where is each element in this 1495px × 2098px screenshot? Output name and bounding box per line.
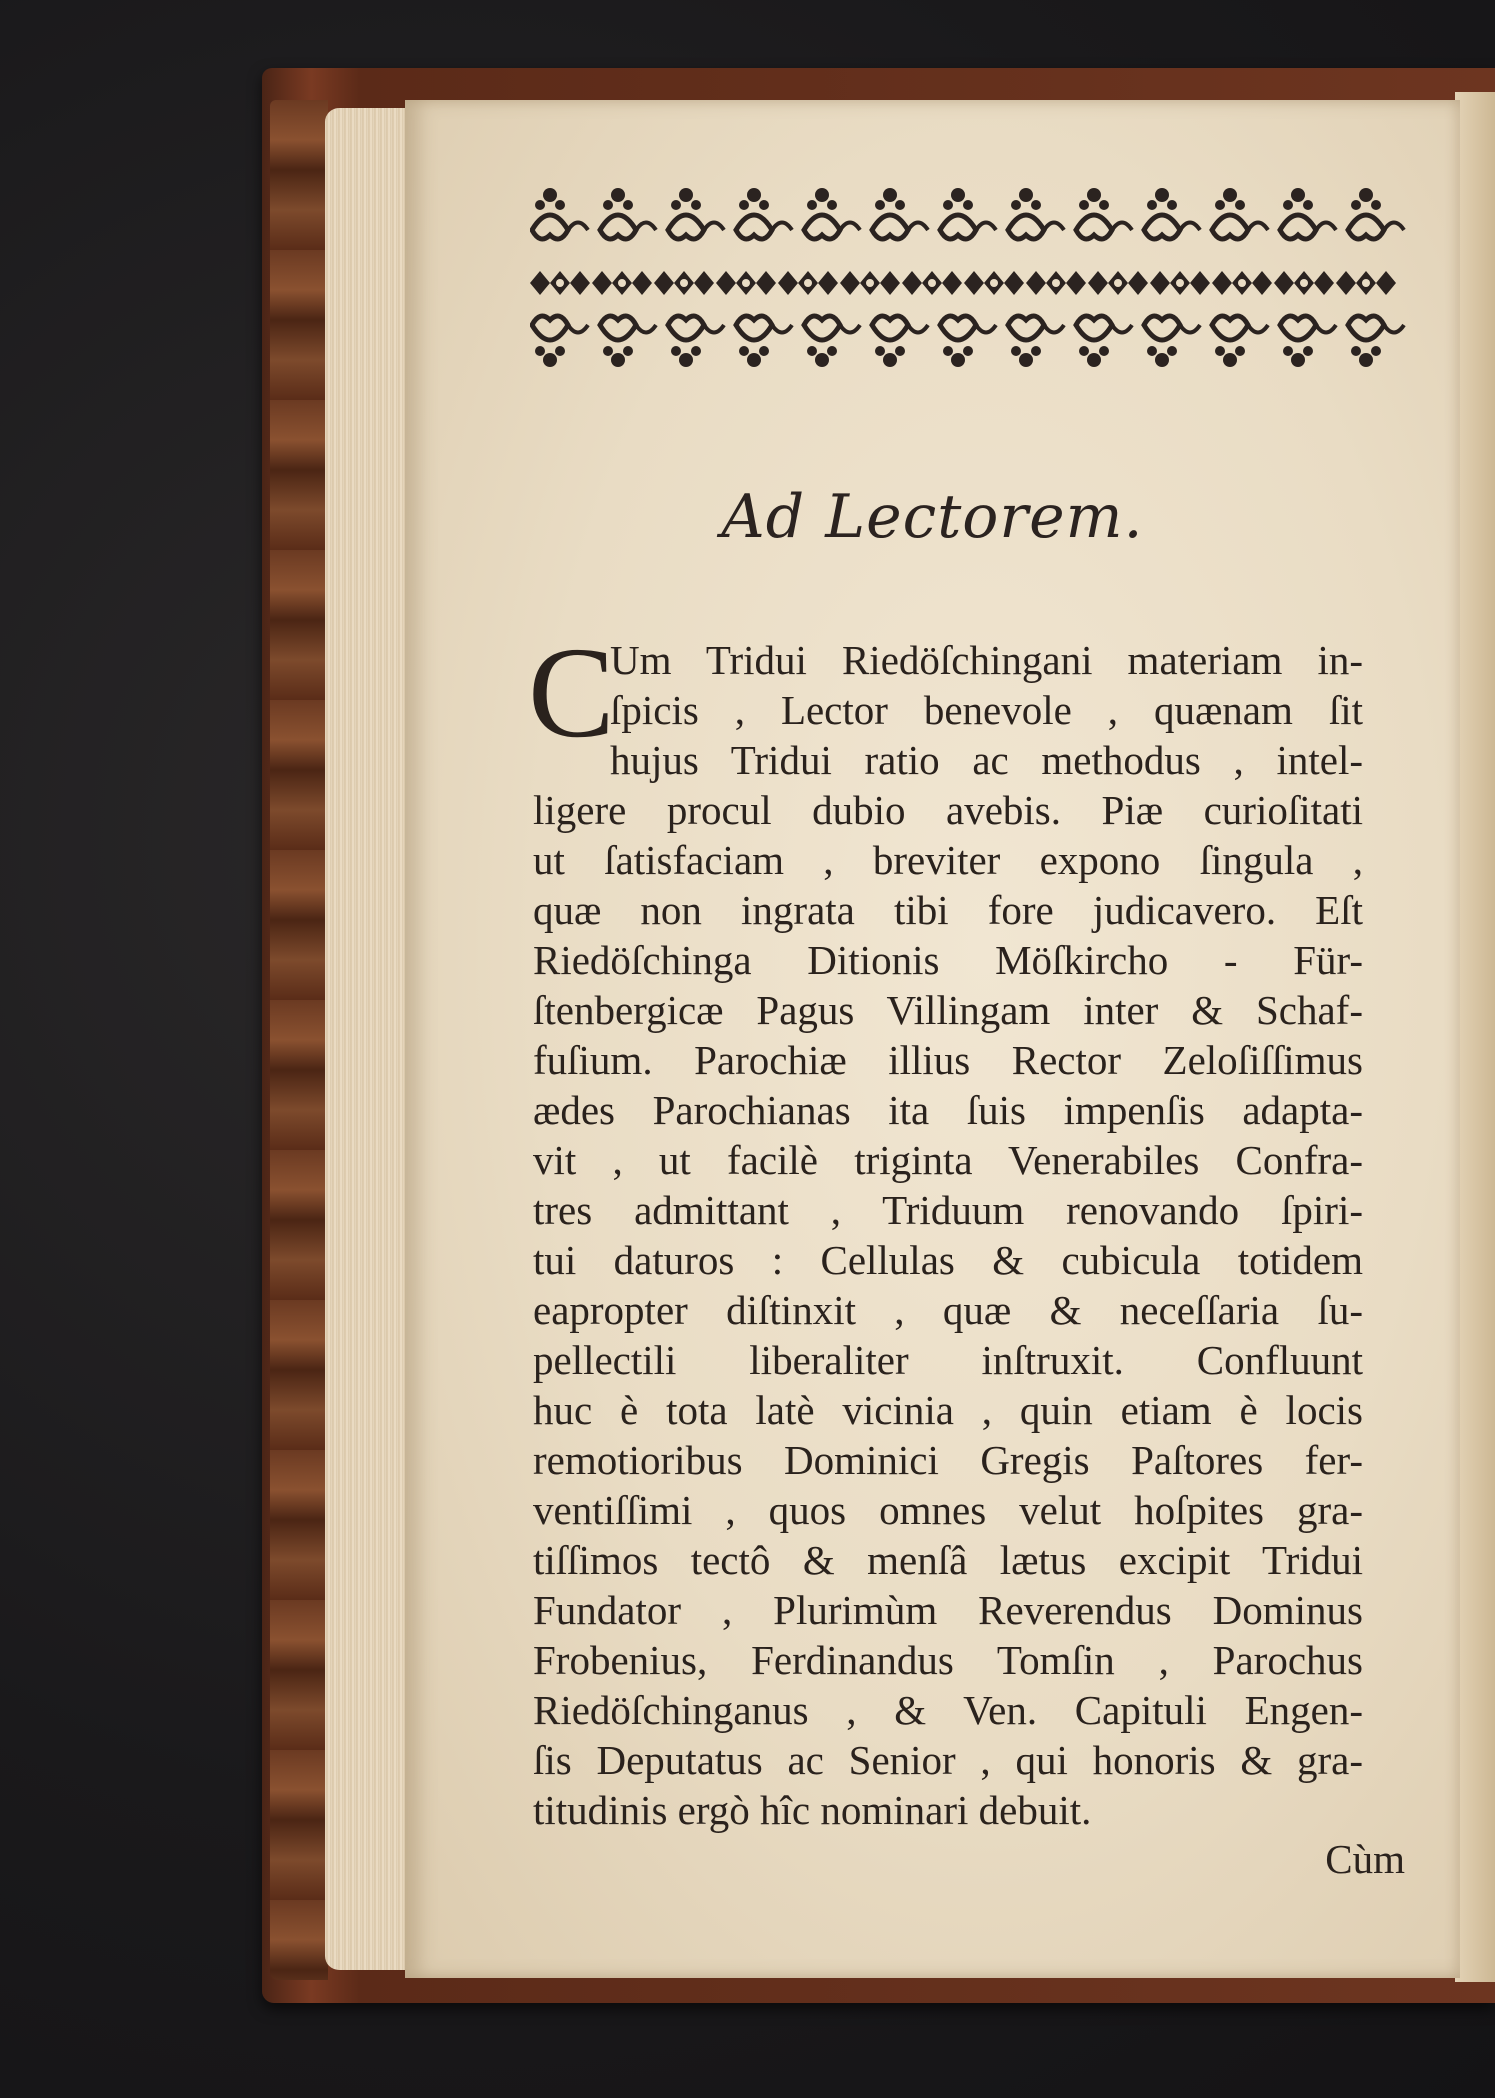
book-binding (270, 100, 328, 1980)
text-line: titudinis ergò hîc nominari debuit. (533, 1787, 1092, 1833)
text-line: hujus Tridui ratio ac methodus , intel- (610, 737, 1363, 783)
text-line: Fundator , Plurimùm Reverendus Dominus (533, 1587, 1363, 1633)
text-line: pellectili liberaliter inſtruxit. Confluunt (533, 1337, 1363, 1383)
text-line: tres admittant , Triduum renovando ſpiri- (533, 1187, 1363, 1233)
text-line: tiſſimos tectô & menſâ lætus excipit Tridui (533, 1537, 1363, 1583)
text-line: Riedöſchinganus , & Ven. Capituli Engen- (533, 1687, 1363, 1733)
text-line: fuſium. Parochiæ illius Rector Zeloſiſſimus (533, 1037, 1363, 1083)
text-line: ſtenbergicæ Pagus Villingam inter & Schaf- (533, 987, 1363, 1033)
text-line: Um Tridui Riedöſchingani materiam in- (610, 637, 1363, 683)
text-line: remotioribus Dominici Gregis Paſtores fer- (533, 1437, 1363, 1483)
text-line: vit , ut facilè triginta Venerabiles Confra- (533, 1137, 1363, 1183)
text-line: ſis Deputatus ac Senior , qui honoris & gra- (533, 1737, 1363, 1783)
page-title: Ad Lectorem. (721, 482, 1144, 552)
catchword: Cùm (1325, 1836, 1405, 1882)
text-line: Riedöſchinga Ditionis Möſkircho - Für- (533, 937, 1363, 983)
text-line: huc è tota latè vicinia , quin etiam è locis (533, 1387, 1363, 1433)
text-line: ligere procul dubio avebis. Piæ curioſitati (533, 787, 1363, 833)
text-line: ventiſſimi , quos omnes velut hoſpites gra- (533, 1487, 1363, 1533)
text-line: eapropter diſtinxit , quæ & neceſſaria ſu- (533, 1287, 1363, 1333)
text-line: ædes Parochianas ita ſuis impenſis adapta- (533, 1087, 1363, 1133)
text-line: quæ non ingrata tibi fore judicavero. Eſt (533, 887, 1363, 933)
ornamental-headpiece (530, 175, 1410, 397)
text-line: tui daturos : Cellulas & cubicula totidem (533, 1237, 1363, 1283)
page-edges (325, 108, 415, 1970)
text-line: ſpicis , Lector benevole , quænam ſit (610, 687, 1363, 733)
text-line: Frobenius, Ferdinandus Tomſin , Parochus (533, 1637, 1363, 1683)
drop-cap: C (528, 621, 615, 765)
facing-leaf-edge (1455, 92, 1495, 1982)
text-line: ut ſatisfaciam , breviter expono ſingula , (533, 837, 1363, 883)
